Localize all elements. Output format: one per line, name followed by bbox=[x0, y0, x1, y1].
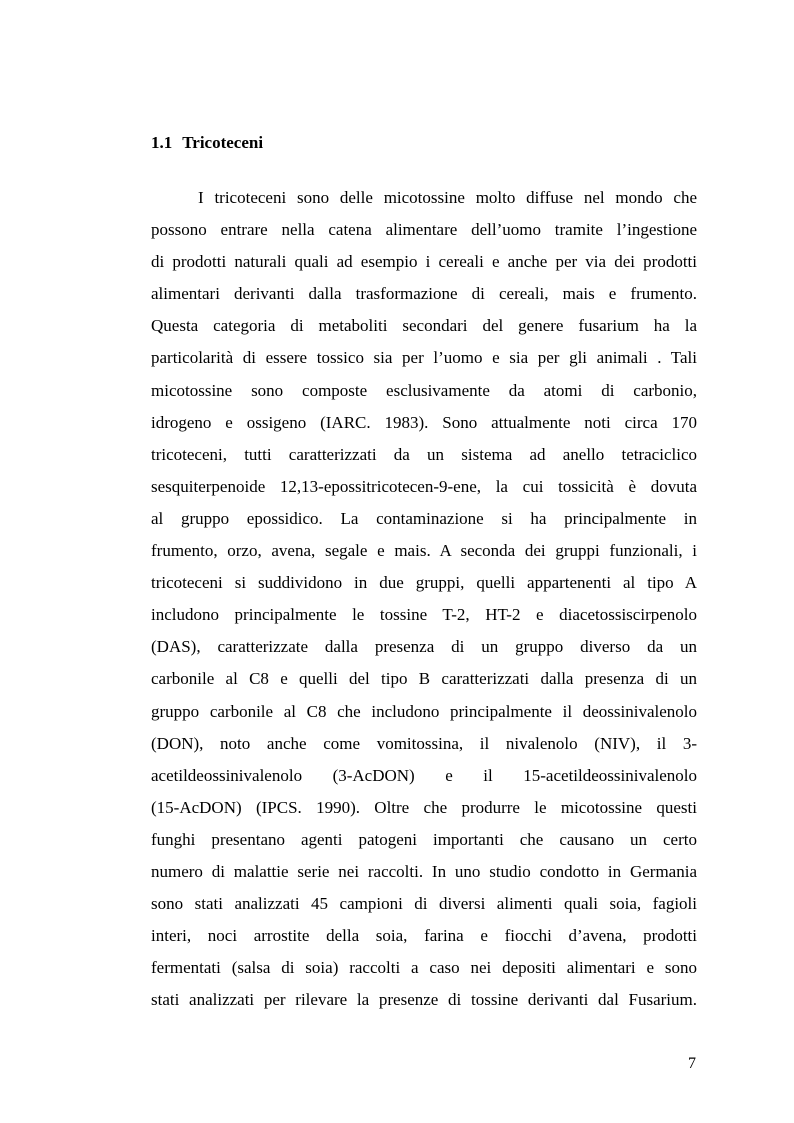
paragraph-line: Questa categoria di metaboliti secondari del genere fusarium ha la bbox=[151, 316, 697, 336]
paragraph-line: acetildeossinivalenolo (3-AcDON) e il 15-acetildeossinivalenolo bbox=[151, 765, 697, 785]
section-number: 1.1 bbox=[151, 133, 173, 152]
paragraph-line: (DON), noto anche come vomitossina, il nivalenolo (NIV), il 3- bbox=[151, 733, 697, 753]
paragraph-line: sono stati analizzati 45 campioni di diversi alimenti quali soia, fagioli bbox=[151, 894, 697, 914]
paragraph-line: idrogeno e ossigeno (IARC. 1983). Sono attualmente noti circa 170 bbox=[151, 412, 697, 432]
paragraph-line: funghi presentano agenti patogeni importanti che causano un certo bbox=[151, 829, 697, 849]
paragraph-line: possono entrare nella catena alimentare dell’uomo tramite l’ingestione bbox=[151, 220, 697, 240]
paragraph-line: I tricoteceni sono delle micotossine molto diffuse nel mondo che bbox=[198, 188, 697, 207]
paragraph-line: numero di malattie serie nei raccolti. In uno studio condotto in Germania bbox=[151, 861, 697, 881]
paragraph-line: sesquiterpenoide 12,13-epossitricotecen-9-ene, la cui tossicità è dovuta bbox=[151, 476, 697, 496]
paragraph-line: fermentati (salsa di soia) raccolti a caso nei depositi alimentari e sono bbox=[151, 958, 697, 978]
page-number: 7 bbox=[688, 1055, 696, 1072]
paragraph-line: gruppo carbonile al C8 che includono principalmente il deossinivalenolo bbox=[151, 701, 697, 721]
paragraph-line: includono principalmente le tossine T-2, HT-2 e diacetossiscirpenolo bbox=[151, 605, 697, 625]
paragraph-line: (15-AcDON) (IPCS. 1990). Oltre che produrre le micotossine questi bbox=[151, 797, 697, 817]
body-paragraph bbox=[151, 182, 697, 1016]
paragraph-line: (DAS), caratterizzate dalla presenza di un gruppo diverso da un bbox=[151, 637, 697, 657]
paragraph-line: carbonile al C8 e quelli del tipo B caratterizzati dalla presenza di un bbox=[151, 669, 697, 689]
paragraph-line: tricoteceni si suddividono in due gruppi, quelli appartenenti al tipo A bbox=[151, 573, 697, 593]
paragraph-line: frumento, orzo, avena, segale e mais. A seconda dei gruppi funzionali, i bbox=[151, 541, 697, 561]
paragraph-line: di prodotti naturali quali ad esempio i cereali e anche per via dei prodotti bbox=[151, 252, 697, 272]
paragraph-line: tricoteceni, tutti caratterizzati da un sistema ad anello tetraciclico bbox=[151, 444, 697, 464]
section-heading bbox=[151, 132, 263, 154]
paragraph-line: stati analizzati per rilevare la presenze di tossine derivanti dal Fusarium. bbox=[151, 990, 697, 1010]
paragraph-line: micotossine sono composte esclusivamente da atomi di carbonio, bbox=[151, 380, 697, 400]
paragraph-line: interi, noci arrostite della soia, farina e fiocchi d’avena, prodotti bbox=[151, 926, 697, 946]
paragraph-line: alimentari derivanti dalla trasformazione di cereali, mais e frumento. bbox=[151, 284, 697, 304]
paragraph-line: particolarità di essere tossico sia per l’uomo e sia per gli animali . Tali bbox=[151, 348, 697, 368]
section-title: Tricoteceni bbox=[182, 133, 264, 152]
paragraph-line: al gruppo epossidico. La contaminazione si ha principalmente in bbox=[151, 508, 697, 528]
